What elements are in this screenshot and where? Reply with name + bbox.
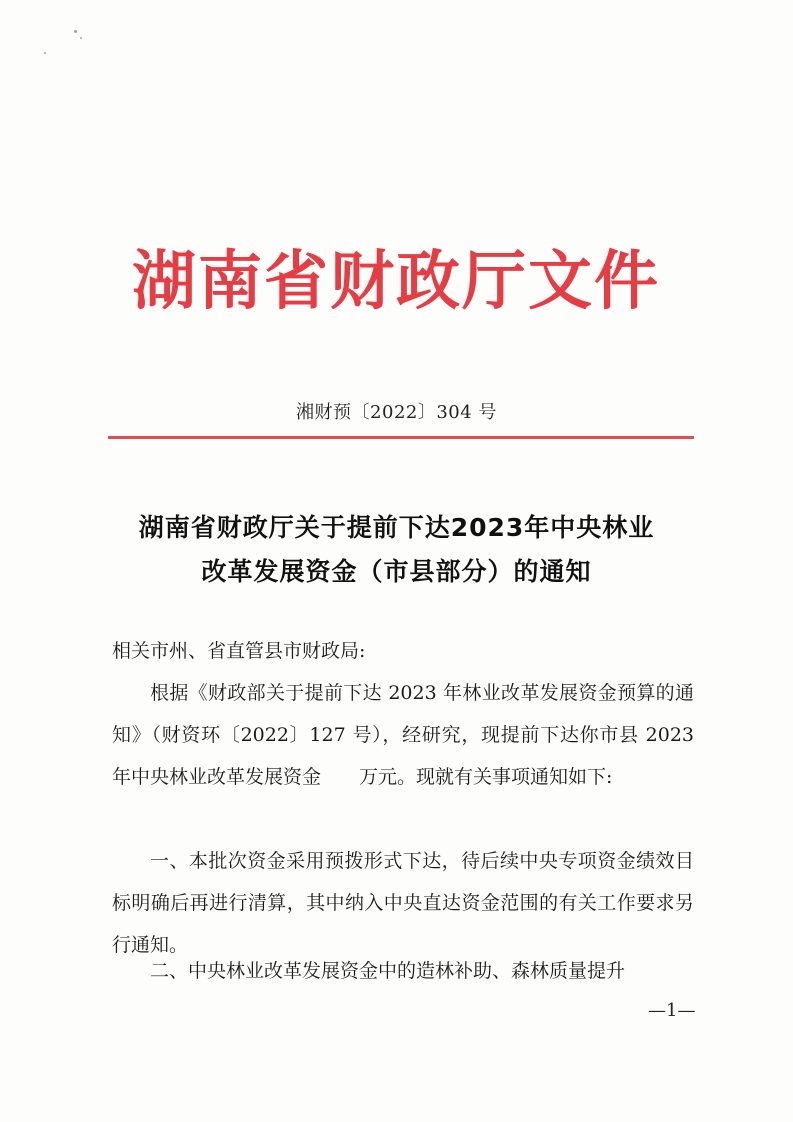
document-number: 湘财预〔2022〕304 号: [296, 402, 497, 423]
scan-speck: [80, 37, 82, 39]
scan-speck: [74, 30, 77, 33]
notice-title-line-1: 湖南省财政厅关于提前下达2023年中央林业: [138, 513, 655, 542]
paragraph-item-1: 一、本批次资金采用预拨形式下达，待后续中央专项资金绩效目标明确后再进行清算，其中纳入中央直达资金范围的有关工作要求另行通知。: [112, 850, 694, 956]
paragraph-item-2: 二、中央林业改革发展资金中的造林补助、森林质量提升: [150, 960, 626, 982]
paragraph-intro-part1: 根据《财政部关于提前下达 2023 年林业改革发展资金预算的通知》（财资环〔2022〕127 号），经研究，现提前下达你市县 2023 年中央林业改革发展资金: [112, 682, 694, 788]
notice-title-line-2: 改革发展资金（市县部分）的通知: [201, 557, 592, 586]
paragraph-intro-part2: 万元。现就有关事项通知如下:: [359, 766, 613, 788]
addressee: 相关市州、省直管县市财政局:: [112, 640, 366, 662]
document-header-title: 湖南省财政厅文件: [132, 245, 660, 319]
scan-speck: [44, 52, 46, 54]
notice-title: [90, 506, 703, 594]
page-number: —1—: [648, 1000, 696, 1021]
red-divider-line: [108, 436, 694, 439]
paragraph-intro: [112, 672, 694, 798]
